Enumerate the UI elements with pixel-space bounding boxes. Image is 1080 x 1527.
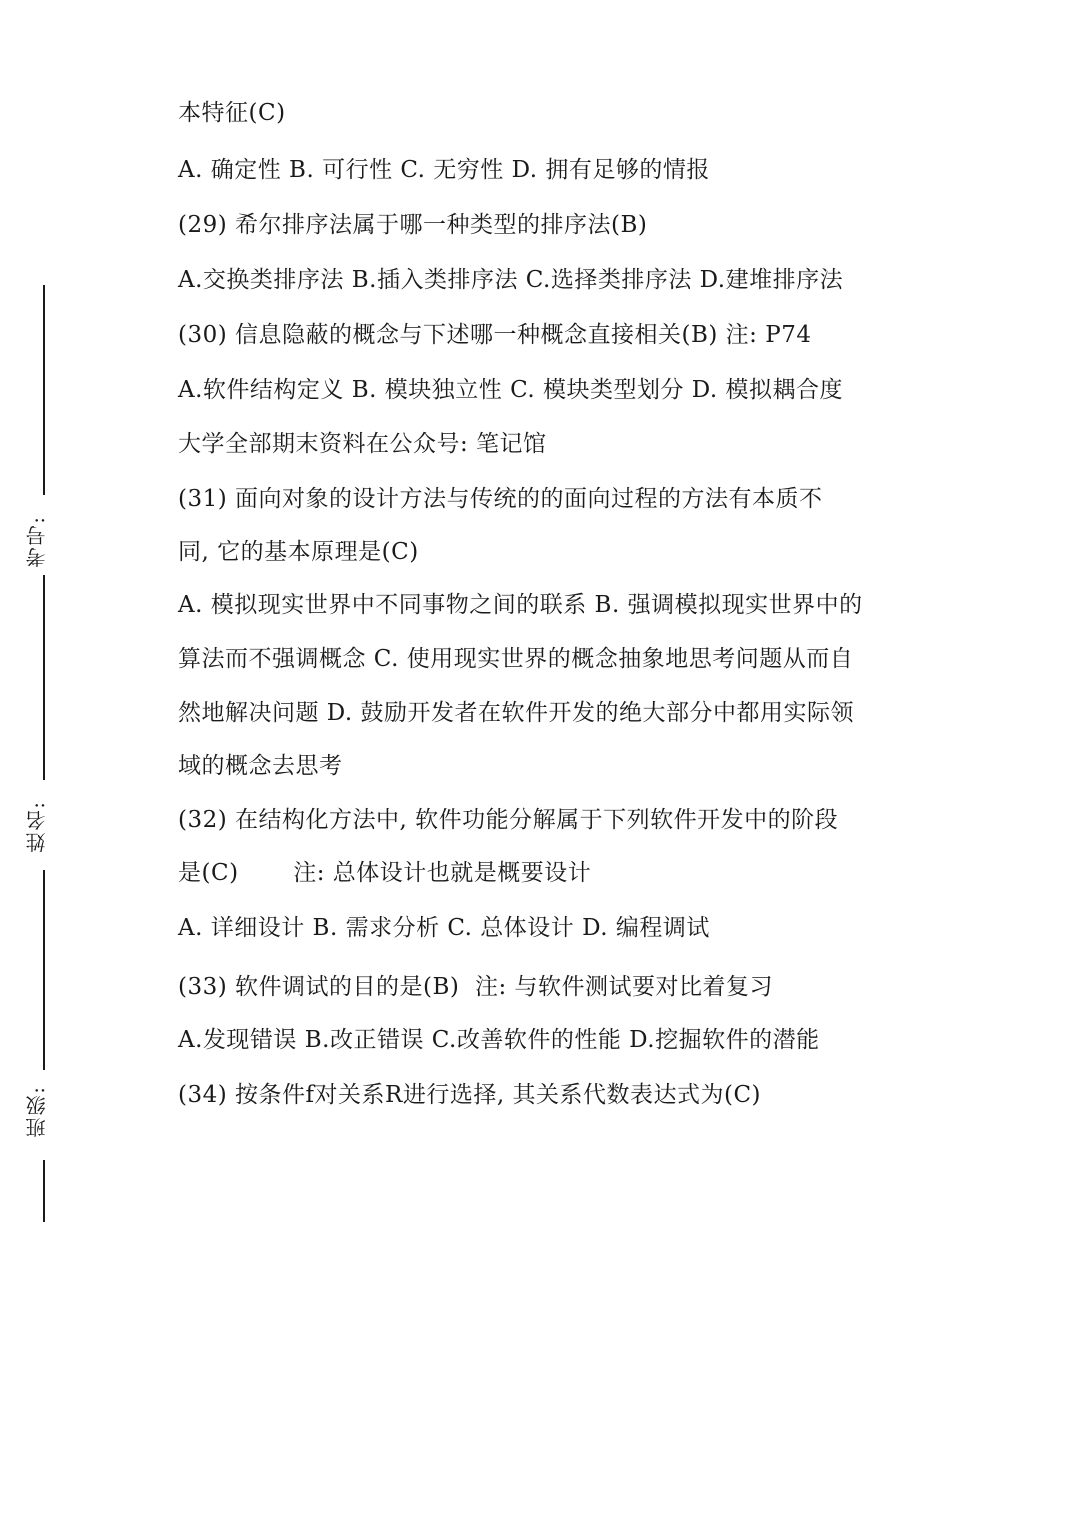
- text-line: (30) 信息隐蔽的概念与下述哪一种概念直接相关(B) 注: P74: [178, 322, 812, 348]
- text-line: (32) 在结构化方法中, 软件功能分解属于下列软件开发中的阶段: [178, 807, 839, 833]
- text-line: (34) 按条件f对关系R进行选择, 其关系代数表达式为(C): [178, 1082, 762, 1108]
- text-line: 本特征(C): [178, 100, 286, 126]
- text-line: (31) 面向对象的设计方法与传统的的面向过程的方法有本质不: [178, 486, 823, 512]
- class-label: 班级:: [25, 1085, 49, 1138]
- text-line: 是(C) 注: 总体设计也就是概要设计: [178, 860, 592, 886]
- text-line: A. 详细设计 B. 需求分析 C. 总体设计 D. 编程调试: [178, 915, 710, 941]
- text-line: A. 确定性 B. 可行性 C. 无穷性 D. 拥有足够的情报: [178, 157, 710, 183]
- margin-rule-name-class: [43, 870, 45, 1070]
- text-line: A.软件结构定义 B. 模块独立性 C. 模块类型划分 D. 模拟耦合度: [178, 377, 844, 403]
- text-line: (33) 软件调试的目的是(B) 注: 与软件测试要对比着复习: [178, 974, 774, 1000]
- text-line: 算法而不强调概念 C. 使用现实世界的概念抽象地思考问题从而自: [178, 646, 854, 672]
- exam-number-label: 考号:: [25, 515, 49, 568]
- text-line: A. 模拟现实世界中不同事物之间的联系 B. 强调模拟现实世界中的: [178, 592, 863, 618]
- text-line: 大学全部期末资料在公众号: 笔记馆: [178, 431, 547, 457]
- margin-rule-top: [43, 285, 45, 495]
- name-label: 姓名:: [25, 800, 49, 853]
- text-line: 同, 它的基本原理是(C): [178, 539, 419, 565]
- text-line: A.发现错误 B.改正错误 C.改善软件的性能 D.挖掘软件的潜能: [178, 1027, 820, 1053]
- text-line: 然地解决问题 D. 鼓励开发者在软件开发的绝大部分中都用实际领: [178, 700, 855, 726]
- text-line: A.交换类排序法 B.插入类排序法 C.选择类排序法 D.建堆排序法: [178, 267, 844, 293]
- margin-rule-exam-name: [43, 575, 45, 780]
- text-line: (29) 希尔排序法属于哪一种类型的排序法(B): [178, 212, 648, 238]
- margin-rule-bottom: [43, 1160, 45, 1222]
- text-line: 域的概念去思考: [178, 753, 343, 779]
